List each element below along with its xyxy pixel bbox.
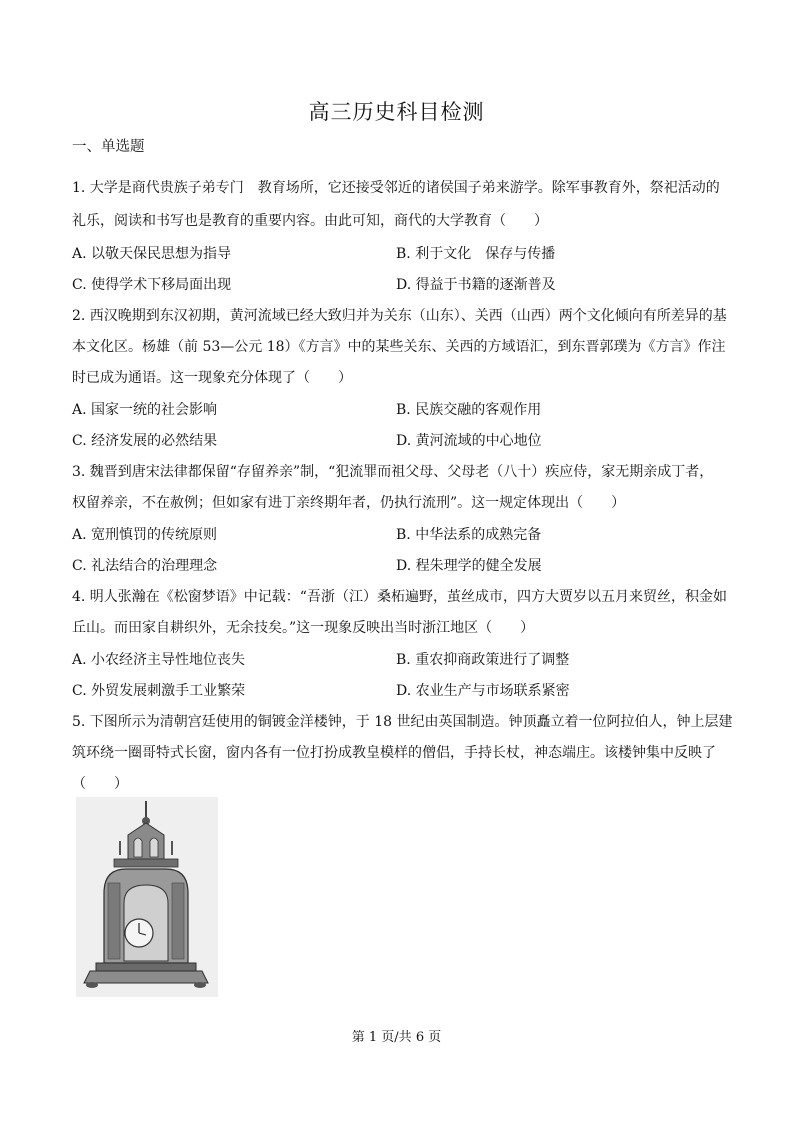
page-footer: 第 1 页/共 6 页 [351, 1030, 442, 1045]
q1-option-d: D. 得益于书籍的逐渐普及 [396, 277, 556, 293]
q2-option-a: A. 国家一统的社会影响 [72, 402, 218, 418]
q2-option-c: C. 经济发展的必然结果 [72, 433, 218, 449]
q1-line-1: 1. 大学是商代贵族子弟专门 教育场所，它还接受邻近的诸侯国子弟来游学。除军事教育外，祭祀活动的 [72, 180, 720, 196]
q1-option-c: C. 使得学术下移局面出现 [72, 277, 232, 293]
q1-option-b: B. 利于文化 保存与传播 [396, 246, 556, 262]
q4-line-2: 丘山。而田家自耕织外，无余技矣。”这一现象反映出当时浙江地区（ ） [72, 620, 535, 636]
q4-option-d: D. 农业生产与市场联系紧密 [396, 683, 570, 699]
q1-line-2: 礼乐，阅读和书写也是教育的重要内容。由此可知，商代的大学教育（ ） [72, 213, 548, 229]
q5-line-2: 筑环绕一圈哥特式长窗，窗内各有一位打扮成教皇模样的僧侣，手持长杖，神态端庄。该楼钟集中反映了 [72, 745, 716, 761]
q4-line-1: 4. 明人张瀚在《松窗梦语》中记载：“吾浙（江）桑柘遍野，茧丝成市，四方大贾岁以五月来贸丝，积金如 [72, 589, 727, 605]
q3-line-1: 3. 魏晋到唐宋法律都保留“存留养亲”制，“犯流罪而祖父母、父母老（八十）疾应侍，家无期亲成丁者， [72, 464, 714, 480]
q5-line-3: （ ） [72, 776, 128, 792]
q1-option-a: A. 以敬天保民思想为指导 [72, 246, 232, 262]
q2-line-1: 2. 西汉晚期到东汉初期，黄河流域已经大致归并为关东（山东）、关西（山西）两个文化倾向有所差异的基 [72, 308, 727, 324]
q4-option-a: A. 小农经济主导性地位丧失 [72, 652, 246, 668]
q3-line-2: 权留养亲，不在赦例；但如家有进丁亲终期年者，仍执行流刑”。这一规定体现出（ ） [72, 495, 626, 511]
q3-option-a: A. 宽刑慎罚的传统原则 [72, 527, 218, 543]
q5-line-1: 5. 下图所示为清朝宫廷使用的铜镀金洋楼钟，于 18 世纪由英国制造。钟顶矗立着一位阿拉伯人，钟上层建 [72, 714, 733, 730]
clock-image [76, 797, 218, 997]
clock-illustration [76, 797, 218, 997]
q2-option-d: D. 黄河流域的中心地位 [396, 433, 542, 449]
q3-option-c: C. 礼法结合的治理理念 [72, 558, 218, 574]
page-title: 高三历史科目检测 [308, 100, 485, 124]
q2-line-3: 时已成为通语。这一现象充分体现了（ ） [72, 370, 352, 386]
q4-option-c: C. 外贸发展刺激手工业繁荣 [72, 683, 246, 699]
q4-option-b: B. 重农抑商政策进行了调整 [396, 652, 570, 668]
q3-option-b: B. 中华法系的成熟完备 [396, 527, 542, 543]
q2-line-2: 本文化区。杨雄（前 53—公元 18）《方言》中的某些关东、关西的方域语汇，到东晋郭璞为《方言》作注 [72, 339, 726, 355]
q3-option-d: D. 程朱理学的健全发展 [396, 558, 542, 574]
q2-option-b: B. 民族交融的客观作用 [396, 402, 542, 418]
section-heading: 一、单选题 [72, 139, 145, 155]
